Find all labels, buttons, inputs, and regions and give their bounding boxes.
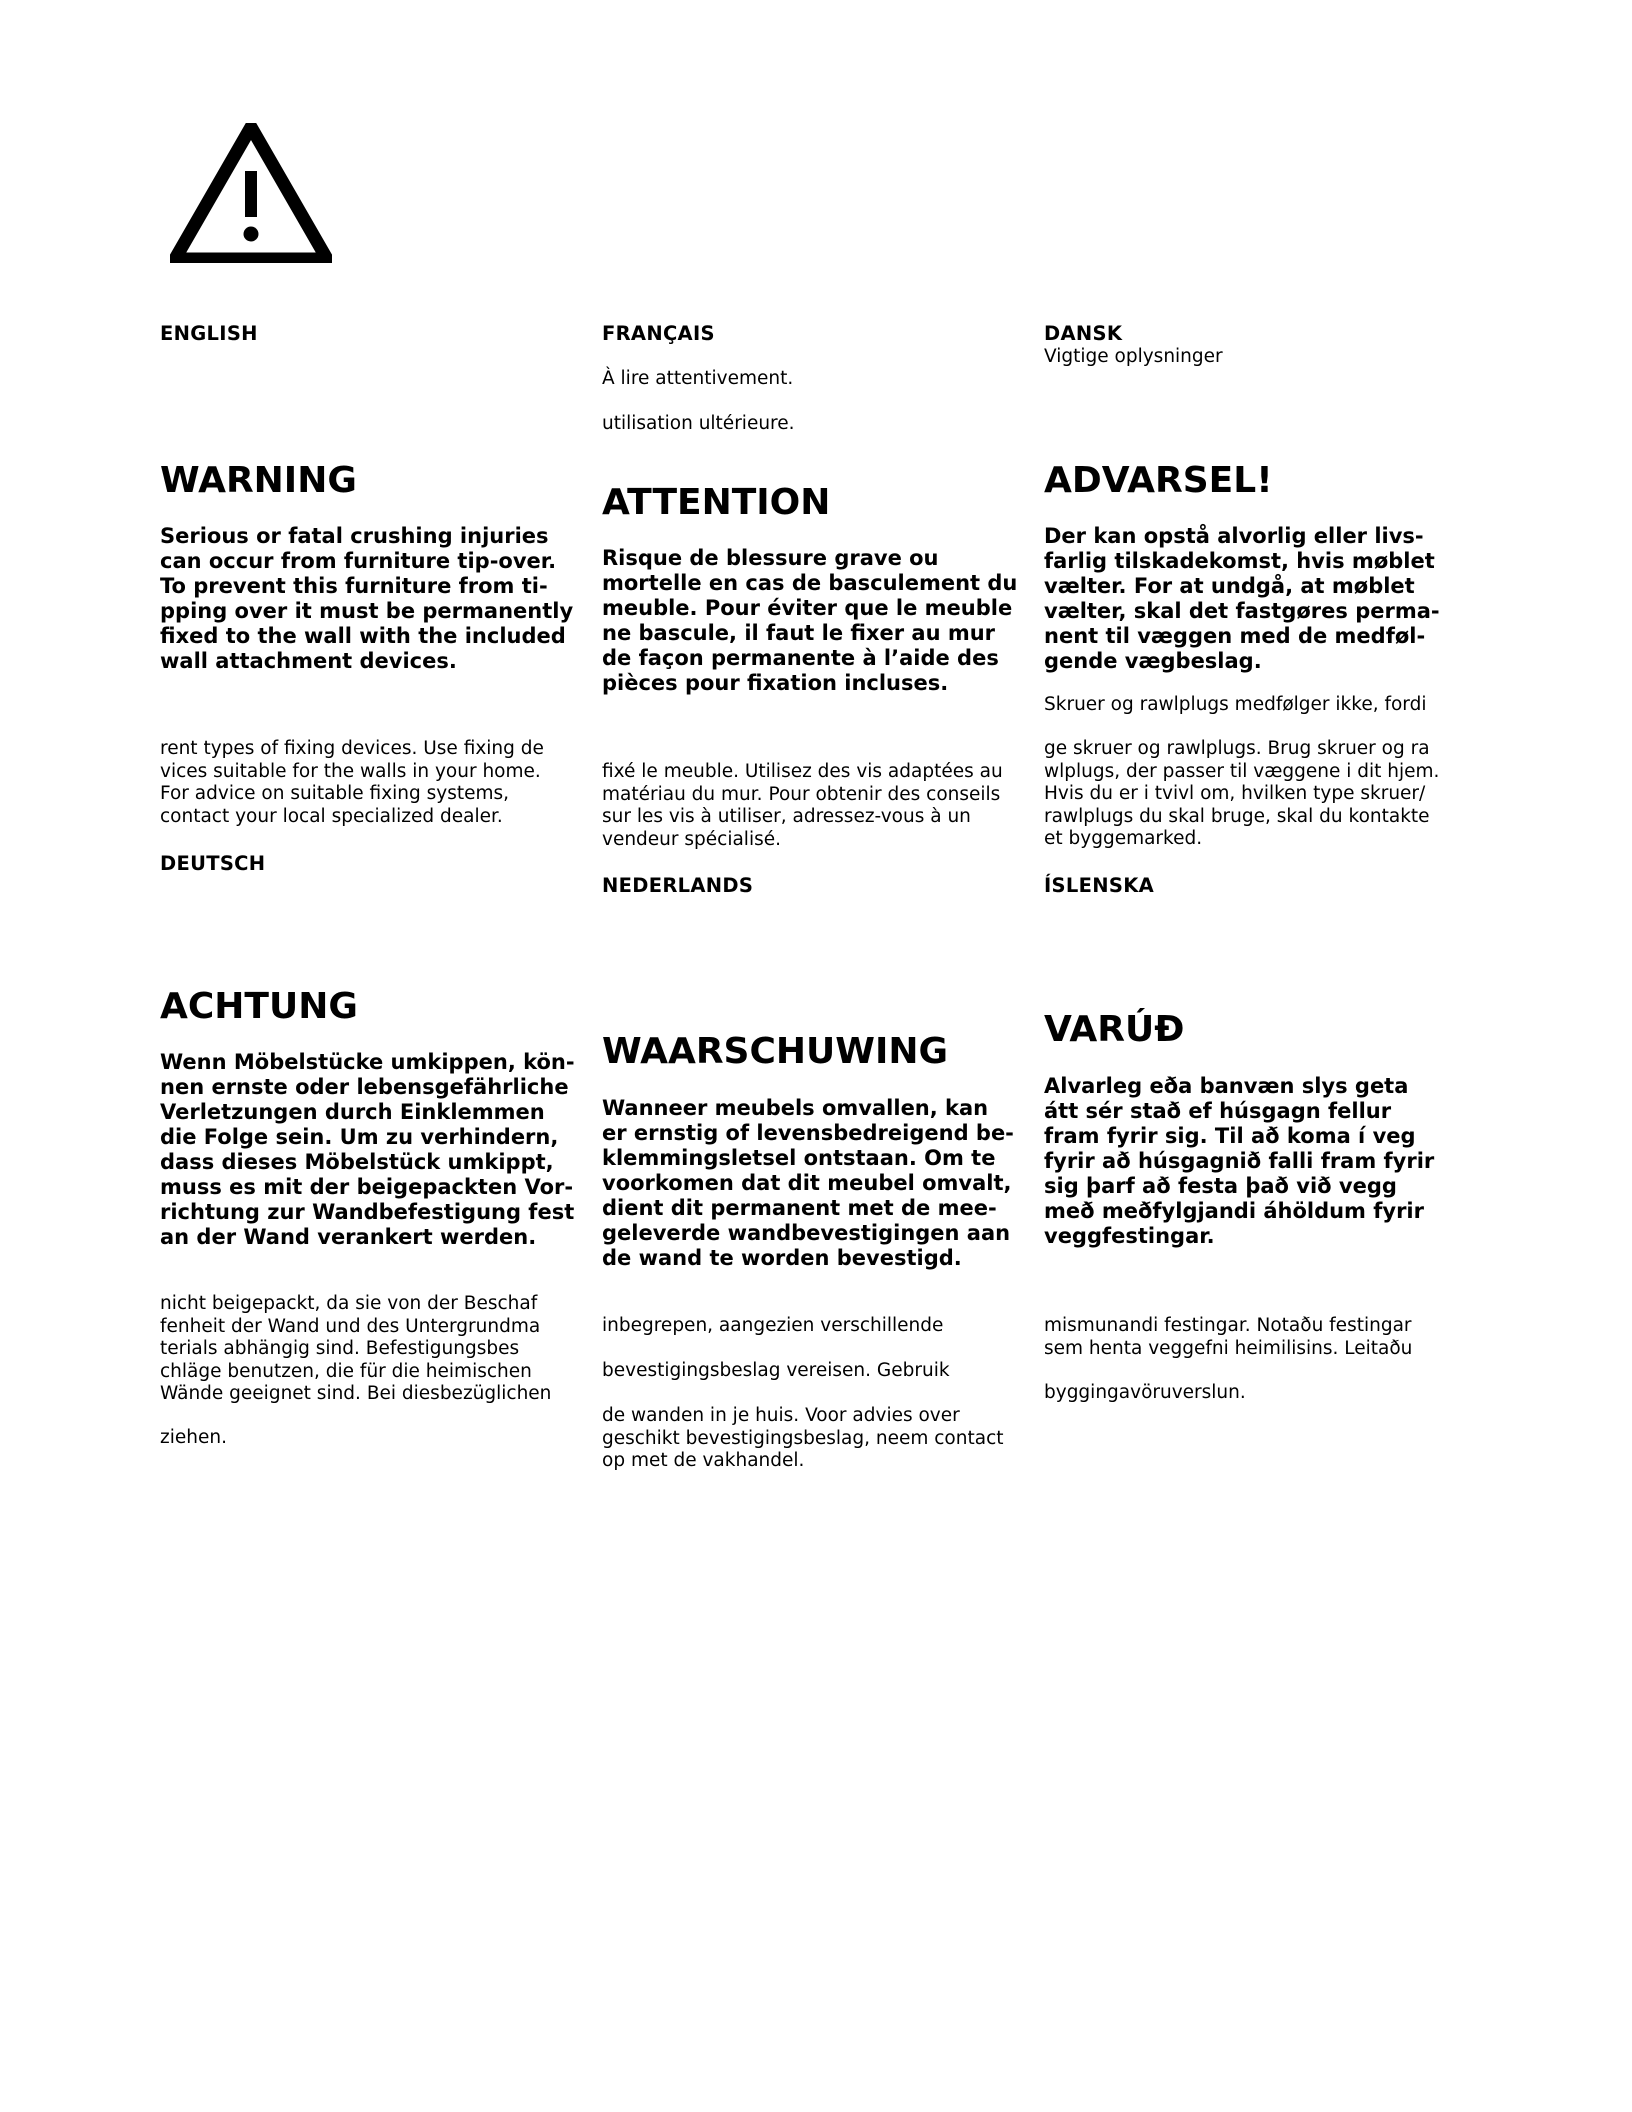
fixing-info-text: Skruer og rawlplugs medfølger ikke, fordi [1044,694,1427,715]
language-heading-francais: FRANÇAIS [602,322,715,345]
subtitle-text: À lire attentivement. [602,368,794,389]
fixing-info-text: fixé le meuble. Utilisez des vis adaptées au matériau du mur. Pour obtenir des conseils sur les vis à utiliser, adressez-vous à un vendeur spécialisé. [602,761,1003,850]
language-heading-nederlands: NEDERLANDS [602,874,754,897]
fixing-info-text: rent types of fixing devices. Use fixing de vices suitable for the walls in your home. For advice on suitable fixing systems, contact your local specialized dealer. [160,738,544,827]
fixing-info-text: inbegrepen, aangezien verschillende [602,1315,944,1336]
subtitle-text: utilisation ultérieure. [602,413,795,434]
warning-title: ACHTUNG [160,986,358,1027]
warning-text: Der kan opstå alvorlig eller livs- farlig tilskadekomst, hvis møblet vælter. For at undgå, at møblet vælter, skal det fastgøres perma- nent til væggen med de medføl- gende vægbeslag. [1044,524,1440,673]
fixing-info-text: nicht beigepackt, da sie von der Beschaf fenheit der Wand und des Untergrundma terials abhängig sind. Befestigungsbes chläge benutzen, die für die heimischen Wände geeignet sind. Bei diesbezüglichen [160,1293,552,1405]
language-heading-deutsch: DEUTSCH [160,852,266,875]
warning-title: ADVARSEL! [1044,460,1273,501]
warning-text: Serious or fatal crushing injuries can occur from furniture tip-over. To prevent this furniture from ti- pping over it must be permanently fixed to the wall with the included wall attachment devices. [160,524,574,673]
language-heading-islenska: ÍSLENSKA [1044,874,1155,897]
fixing-info-text: mismunandi festingar. Notaðu festingar sem henta veggefni heimilisins. Leitaðu [1044,1315,1413,1359]
warning-triangle-icon [170,123,332,263]
fixing-info-text: byggingavöruverslun. [1044,1382,1246,1403]
warning-text: Risque de blessure grave ou mortelle en cas de basculement du meuble. Pour éviter que le meuble ne bascule, il faut le fixer au mur de façon permanente à l’aide des pièces pour fixation incluses. [602,546,1018,695]
warning-title: WARNING [160,460,357,501]
warning-text: Wenn Möbelstücke umkippen, kön- nen ernste oder lebensgefährliche Verletzungen durch Einklemmen die Folge sein. Um zu verhindern, dass dieses Möbelstück umkippt, muss es mit der beigepackten Vor- richtung zur Wandbefestigung fest an der Wand verankert werden. [160,1050,575,1249]
fixing-info-text: ge skruer og rawlplugs. Brug skruer og ra wlplugs, der passer til væggene i dit hjem. Hvis du er i tvivl om, hvilken type skruer/ rawlplugs du skal bruge, skal du kontakte et byggemarked. [1044,738,1440,850]
warning-title: WAARSCHUWING [602,1031,949,1072]
warning-text: Wanneer meubels omvallen, kan er ernstig of levensbedreigend be- klemmingsletsel ontstaan. Om te voorkomen dat dit meubel omvalt, dient dit permanent met de mee- geleverde wandbevestigingen aan de wand te worden bevestigd. [602,1096,1014,1270]
language-heading-dansk: DANSK [1044,322,1123,345]
fixing-info-text: bevestigingsbeslag vereisen. Gebruik [602,1360,950,1381]
warning-text: Alvarleg eða banvæn slys geta átt sér stað ef húsgagn fellur fram fyrir sig. Til að koma í veg fyrir að húsgagnið falli fram fyrir sig þarf að festa það við vegg með meðfylgjandi áhöldum fyrir veggfestingar. [1044,1074,1435,1248]
fixing-info-text: ziehen. [160,1427,227,1448]
subtitle-text: Vigtige oplysninger [1044,346,1223,367]
warning-title: ATTENTION [602,482,831,523]
language-heading-english: ENGLISH [160,322,258,345]
warning-title: VARÚÐ [1044,1009,1185,1050]
fixing-info-text: de wanden in je huis. Voor advies over geschikt bevestigingsbeslag, neem contact op met de vakhandel. [602,1405,1004,1472]
